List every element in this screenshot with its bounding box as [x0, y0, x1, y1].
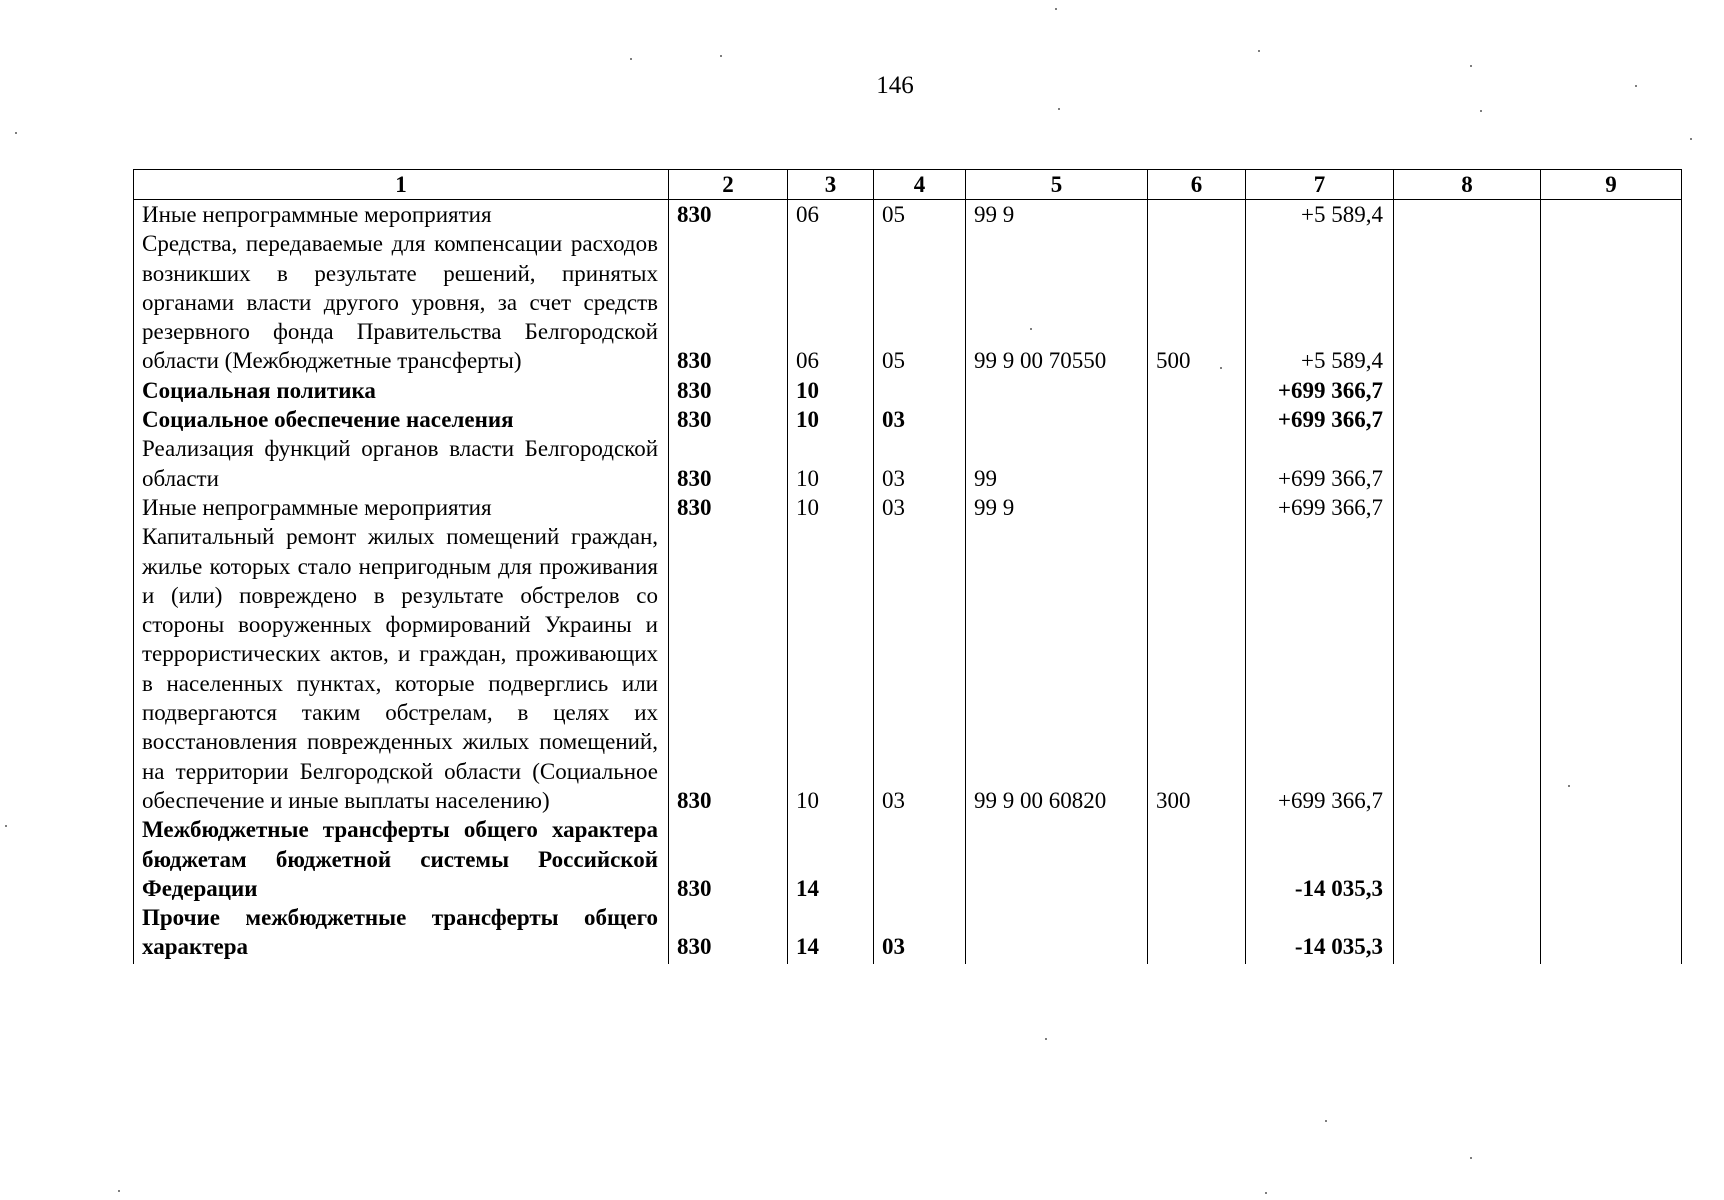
table-row: [134, 405, 1682, 434]
budget-table: [133, 169, 1682, 964]
row-pr: 03: [874, 903, 966, 964]
row-csr: [966, 376, 1148, 405]
row-amount: +699 366,7: [1246, 493, 1394, 522]
row-rz: 14: [788, 903, 874, 964]
table-row: [134, 376, 1682, 405]
row-vr: 500: [1148, 229, 1246, 375]
table-row: [134, 434, 1682, 493]
table-body: [134, 200, 1682, 964]
row-grz: 830: [669, 522, 788, 815]
row-amount: +699 366,7: [1246, 434, 1394, 493]
row-amount: +699 366,7: [1246, 376, 1394, 405]
row-csr: 99 9 00 60820: [966, 522, 1148, 815]
scan-speck: [1470, 65, 1472, 67]
row-name: Реализация функций органов власти Белгородской области: [134, 434, 669, 493]
scan-speck: [1258, 50, 1260, 52]
row-col8: [1394, 405, 1541, 434]
row-pr: [874, 376, 966, 405]
row-grz: 830: [669, 434, 788, 493]
row-grz: 830: [669, 229, 788, 375]
row-col8: [1394, 200, 1541, 230]
scan-speck: [1045, 1038, 1047, 1040]
column-header: 6: [1148, 170, 1246, 200]
row-name: Межбюджетные трансферты общего характера бюджетам бюджетной системы Российской Федерации: [134, 815, 669, 903]
column-header: 3: [788, 170, 874, 200]
row-amount: +5 589,4: [1246, 229, 1394, 375]
row-csr: [966, 903, 1148, 964]
scan-speck: [1055, 8, 1057, 10]
column-header: 4: [874, 170, 966, 200]
scan-speck: [1030, 328, 1032, 330]
column-header: 1: [134, 170, 669, 200]
scan-speck: [5, 825, 7, 827]
row-pr: 05: [874, 200, 966, 230]
row-name: Социальное обеспечение населения: [134, 405, 669, 434]
table-row: [134, 815, 1682, 903]
row-vr: [1148, 434, 1246, 493]
row-amount: +699 366,7: [1246, 522, 1394, 815]
row-grz: 830: [669, 200, 788, 230]
row-name: Иные непрограммные мероприятия: [134, 493, 669, 522]
table-row: [134, 229, 1682, 375]
page-number: 146: [876, 72, 914, 99]
row-col9: [1541, 229, 1682, 375]
scan-speck: [1480, 110, 1482, 112]
row-vr: [1148, 815, 1246, 903]
row-col8: [1394, 903, 1541, 964]
scan-speck: [1220, 367, 1222, 369]
row-col8: [1394, 815, 1541, 903]
row-amount: +5 589,4: [1246, 200, 1394, 230]
row-col8: [1394, 229, 1541, 375]
table-row: [134, 903, 1682, 964]
row-name: Капитальный ремонт жилых помещений граждан, жилье которых стало непригодным для проживания и (или) повреждено в результате обстрелов со стороны вооруженных формирований Украины и террористических актов, и граждан, проживающих в населенных пунктах, которые подверглись или подвергаются таким обстрелам, в целях их восстановления поврежденных жилых помещений, на территории Белгородской области (Социальное обеспечение и иные выплаты населению): [134, 522, 669, 815]
row-rz: 14: [788, 815, 874, 903]
column-header: 7: [1246, 170, 1394, 200]
row-csr: 99 9: [966, 200, 1148, 230]
row-pr: 03: [874, 493, 966, 522]
row-rz: 10: [788, 405, 874, 434]
scan-speck: [1690, 138, 1692, 140]
row-rz: 10: [788, 376, 874, 405]
row-col9: [1541, 376, 1682, 405]
row-pr: [874, 815, 966, 903]
row-amount: -14 035,3: [1246, 903, 1394, 964]
row-pr: 03: [874, 522, 966, 815]
scan-speck: [15, 132, 17, 134]
row-col8: [1394, 376, 1541, 405]
column-header: 5: [966, 170, 1148, 200]
row-csr: 99 9 00 70550: [966, 229, 1148, 375]
row-vr: 300: [1148, 522, 1246, 815]
row-vr: [1148, 200, 1246, 230]
row-name: Прочие межбюджетные трансферты общего характера: [134, 903, 669, 964]
row-amount: -14 035,3: [1246, 815, 1394, 903]
row-csr: 99 9: [966, 493, 1148, 522]
row-csr: 99: [966, 434, 1148, 493]
row-rz: 06: [788, 229, 874, 375]
row-col8: [1394, 493, 1541, 522]
row-col9: [1541, 903, 1682, 964]
scan-speck: [720, 55, 722, 57]
row-col9: [1541, 522, 1682, 815]
row-name: Средства, передаваемые для компенсации расходов возникших в результате решений, принятых органами власти другого уровня, за счет средств резервного фонда Правительства Белгородской области (Межбюджетные трансферты): [134, 229, 669, 375]
row-col9: [1541, 493, 1682, 522]
row-vr: [1148, 493, 1246, 522]
row-amount: +699 366,7: [1246, 405, 1394, 434]
row-pr: 03: [874, 434, 966, 493]
row-name: Иные непрограммные мероприятия: [134, 200, 669, 230]
scan-speck: [630, 58, 632, 60]
row-col9: [1541, 434, 1682, 493]
row-grz: 830: [669, 405, 788, 434]
row-pr: 05: [874, 229, 966, 375]
row-col8: [1394, 522, 1541, 815]
column-header: 9: [1541, 170, 1682, 200]
row-col9: [1541, 200, 1682, 230]
scan-speck: [1470, 1157, 1472, 1159]
table-row: [134, 200, 1682, 230]
row-vr: [1148, 405, 1246, 434]
row-rz: 10: [788, 522, 874, 815]
header-row: [134, 170, 1682, 200]
scan-speck: [1325, 1120, 1327, 1122]
row-grz: 830: [669, 493, 788, 522]
row-name: Социальная политика: [134, 376, 669, 405]
scan-speck: [1635, 85, 1637, 87]
row-col8: [1394, 434, 1541, 493]
column-header: 8: [1394, 170, 1541, 200]
row-col9: [1541, 815, 1682, 903]
column-header: 2: [669, 170, 788, 200]
scan-speck: [1058, 108, 1060, 110]
table-row: [134, 522, 1682, 815]
row-grz: 830: [669, 815, 788, 903]
scan-speck: [1568, 785, 1570, 787]
row-csr: [966, 815, 1148, 903]
row-vr: [1148, 376, 1246, 405]
table-row: [134, 493, 1682, 522]
row-rz: 10: [788, 434, 874, 493]
row-rz: 06: [788, 200, 874, 230]
row-csr: [966, 405, 1148, 434]
row-grz: 830: [669, 903, 788, 964]
row-pr: 03: [874, 405, 966, 434]
scan-speck: [118, 1190, 120, 1192]
scan-speck: [1265, 1192, 1267, 1194]
row-rz: 10: [788, 493, 874, 522]
row-grz: 830: [669, 376, 788, 405]
row-vr: [1148, 903, 1246, 964]
row-col9: [1541, 405, 1682, 434]
